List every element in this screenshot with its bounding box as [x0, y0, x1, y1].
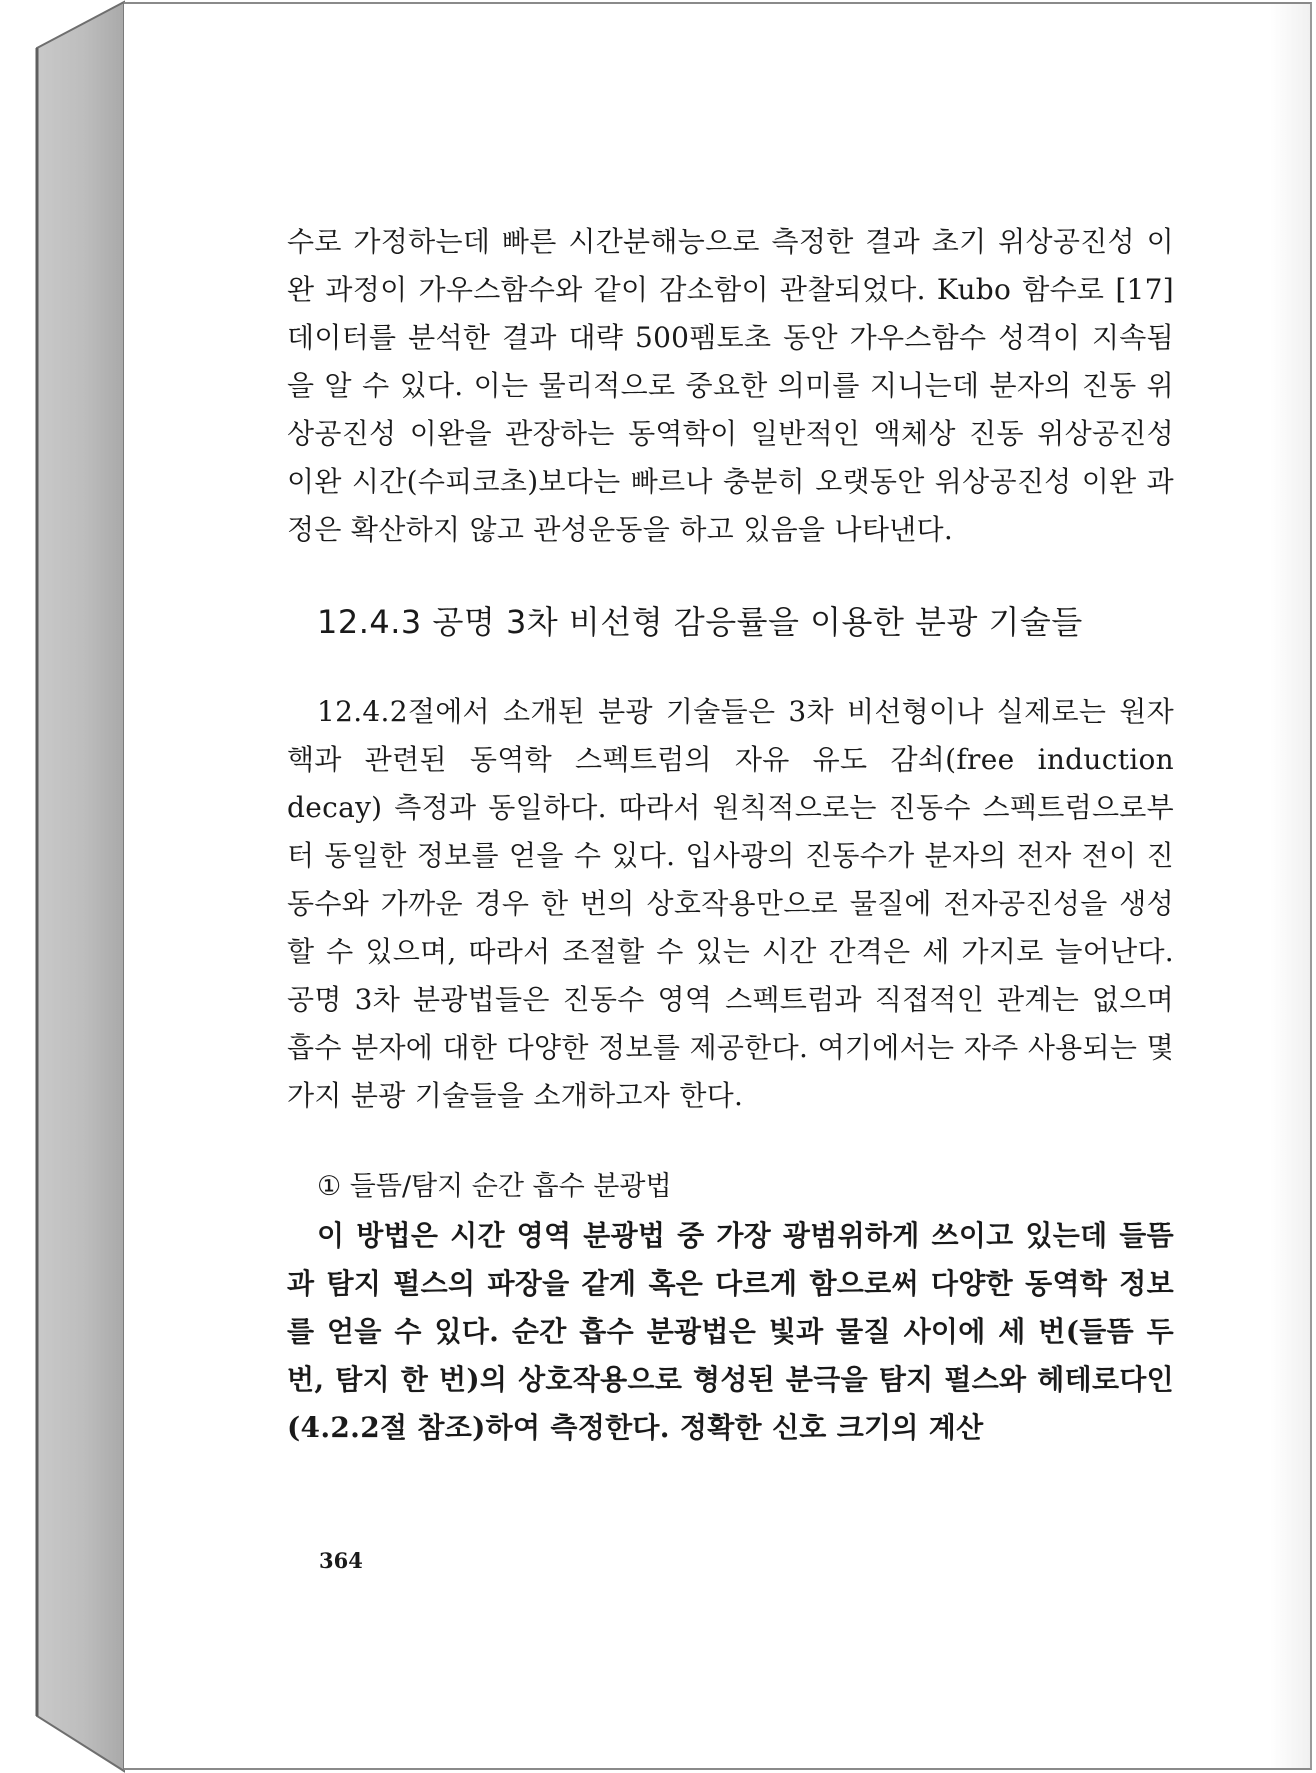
- section-title: 12.4.3 공명 3차 비선형 감응률을 이용한 분광 기술들: [317, 603, 1083, 641]
- page-content: [287, 218, 1174, 1452]
- paragraph-1: 수로 가정하는데 빠른 시간분해능으로 측정한 결과 초기 위상공진성 이완 과정이 가우스함수와 같이 감소함이 관찰되었다. Kubo 함수로 [17] 데이터를 분석한 결과 대략 500펨토초 동안 가우스함수 성격이 지속됨을 알 수 있다. 이는 물리적으로 중요한 의미를 지니는데 분자의 진동 위상공진성 이완을 관장하는 동역학이 일반적인 액체상 진동 위상공진성 이완 시간(수피코초)보다는 빠르나 충분히 오랫동안 위상공진성 이완 과정은 확산하지 않고 관성운동을 하고 있음을 나타낸다.: [287, 225, 1174, 546]
- page-number: 364: [319, 1548, 363, 1573]
- paragraph-2: 12.4.2절에서 소개된 분광 기술들은 3차 비선형이나 실제로는 원자핵과 관련된 동역학 스펙트럼의 자유 유도 감쇠(free induction decay) 측정과 동일하다. 따라서 원칙적으로는 진동수 스펙트럼으로부터 동일한 정보를 얻을 수 있다. 입사광의 진동수가 분자의 전자 전이 진동수와 가까운 경우 한 번의 상호작용만으로 물질에 전자공진성을 생성할 수 있으며, 따라서 조절할 수 있는 시간 간격은 세 가지로 늘어난다. 공명 3차 분광법들은 진동수 영역 스펙트럼과 직접적인 관계는 없으며 흡수 분자에 대한 다양한 정보를 제공한다. 여기에서는 자주 사용되는 몇 가지 분광 기술들을 소개하고자 한다.: [287, 695, 1174, 1112]
- page-edge-shade: [1270, 4, 1310, 1768]
- subsection-title: ① 들뜸/탐지 순간 흡수 분광법: [317, 1171, 672, 1202]
- paragraph-3: 이 방법은 시간 영역 분광법 중 가장 광범위하게 쓰이고 있는데 들뜸과 탐지 펄스의 파장을 같게 혹은 다르게 함으로써 다양한 동역학 정보를 얻을 수 있다. 순간 흡수 분광법은 빛과 물질 사이에 세 번(들뜸 두 번, 탐지 한 번)의 상호작용으로 형성된 분극을 탐지 펄스와 헤테로다인(4.2.2절 참조)하여 측정한다. 정확한 신호 크기의 계산: [287, 1219, 1174, 1444]
